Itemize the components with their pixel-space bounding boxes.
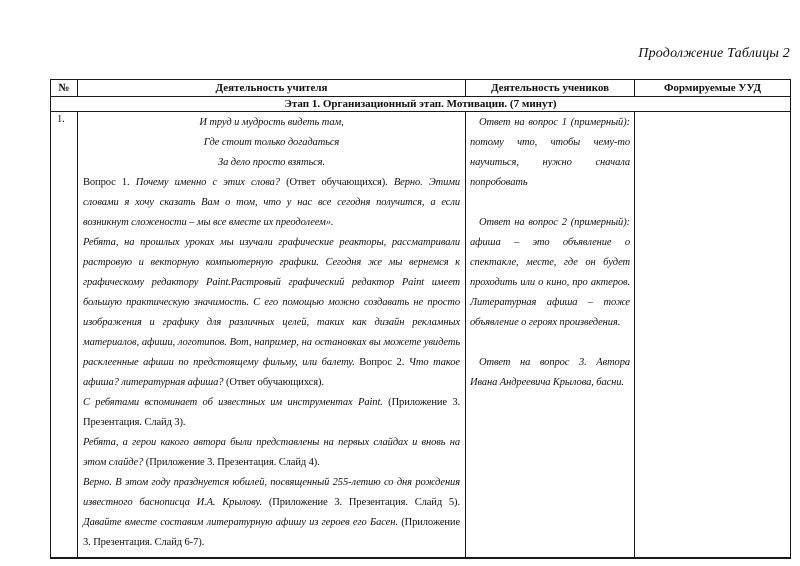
student-paragraph [470, 333, 630, 353]
teacher-paragraph [83, 233, 460, 393]
uud-cell [635, 112, 791, 559]
text-segment: Верно. Этими словами я хочу сказать Вам о том, что у нас все сегодня получится, а если возникнут сложености – мы все вместе их преодолеем». [83, 177, 460, 228]
teacher-activity-cell [78, 112, 466, 559]
student-paragraph [470, 353, 630, 393]
header-row [51, 80, 791, 97]
lesson-plan-table [50, 79, 791, 559]
teacher-paragraph [83, 393, 460, 433]
text-segment: (Приложение 3. Презентация. Слайд 6-7). [83, 517, 460, 548]
student-paragraph [470, 193, 630, 213]
page-title: Продолжение Таблицы 2 [638, 46, 790, 61]
student-paragraph [470, 213, 630, 333]
text-segment: (Приложение 3. Презентация. Слайд 4). [143, 457, 320, 468]
text-segment: С ребятами вспоминает об известных им инструментах Paint. [83, 397, 383, 408]
text-segment: (Приложение 3. Презентация. Слайд 5). [261, 497, 460, 508]
text-segment: Ответ на вопрос 1 (примерный): потому что, чтобы чему-то научиться, нужно сначала попробовать [470, 117, 630, 188]
text-segment: Вопрос 2. [354, 357, 409, 368]
teacher-paragraph [83, 133, 460, 153]
text-segment: (Ответ обучающихся). [279, 177, 394, 188]
teacher-paragraph [83, 473, 460, 553]
text-segment: Почему именно с этих слова? [135, 177, 280, 188]
text-segment: Где стоит только догадаться [203, 137, 340, 148]
student-paragraph [470, 113, 630, 193]
teacher-paragraph [83, 113, 460, 133]
stage-title: Этап 1. Организационный этап. Мотивации. (7 минут) [51, 97, 791, 112]
text-segment: Верно. В этом году празднуется юбилей, посвященный 255-летию со дня рождения известного баснописца И.А. Крылову. [83, 477, 460, 508]
col-header-teacher-activity: Деятельность учителя [78, 80, 466, 97]
text-segment: Вопрос 1. [83, 177, 136, 188]
text-segment: Давайте вместе составим литературную афишу из героев его Басен. [83, 517, 398, 528]
stage-row [51, 97, 791, 112]
text-segment: (Ответ обучающихся). [223, 377, 324, 388]
text-segment: Ребята, а герои какого автора были представлены на первых слайдах и вновь на этом слайде? [83, 437, 460, 468]
teacher-paragraph [83, 433, 460, 473]
text-segment: Что такое афиша? литературная афиша? [83, 357, 460, 388]
students-activity-cell [466, 112, 635, 559]
col-header-students-activity: Деятельность учеников [466, 80, 635, 97]
teacher-paragraph [83, 173, 460, 233]
col-header-uud: Формируемые УУД [635, 80, 791, 97]
text-segment: (Приложение 3. Презентация. Слайд 3). [83, 397, 460, 428]
text-segment: За дело просто взяться. [218, 157, 325, 168]
text-segment: Ответ на вопрос 2 (примерный): афиша – это объявление о спектакле, месте, где он будет проходить или о кино, про актеров. Литературная афиша – тоже объявление о героях произведения. [470, 217, 630, 328]
text-segment: Ответ на вопрос 3. Автора Ивана Андреевича Крылова, басни. [470, 357, 630, 388]
text-segment: Ребята, на прошлых уроках мы изучали графические реакторы, рассматривали растровую и векторную компьютерную графики. Сегодня же мы вернемся к графическому редактору Paint.Растровый графический редактор Paint имеет большую практическую значимость. С его помощью можно создавать не просто изображения и графику для различных целей, таких как дизайн рекламных материалов, афиши, логотипов. Вот, например, на остановках вы можете увидеть расклеенные афиши по предстоящему фильму, или балету. [83, 237, 460, 368]
row-number-cell: 1. [51, 112, 78, 559]
teacher-paragraph [83, 153, 460, 173]
text-segment: И труд и мудрость видеть там, [199, 117, 344, 128]
table-row [51, 112, 791, 559]
col-header-number: № [51, 80, 78, 97]
